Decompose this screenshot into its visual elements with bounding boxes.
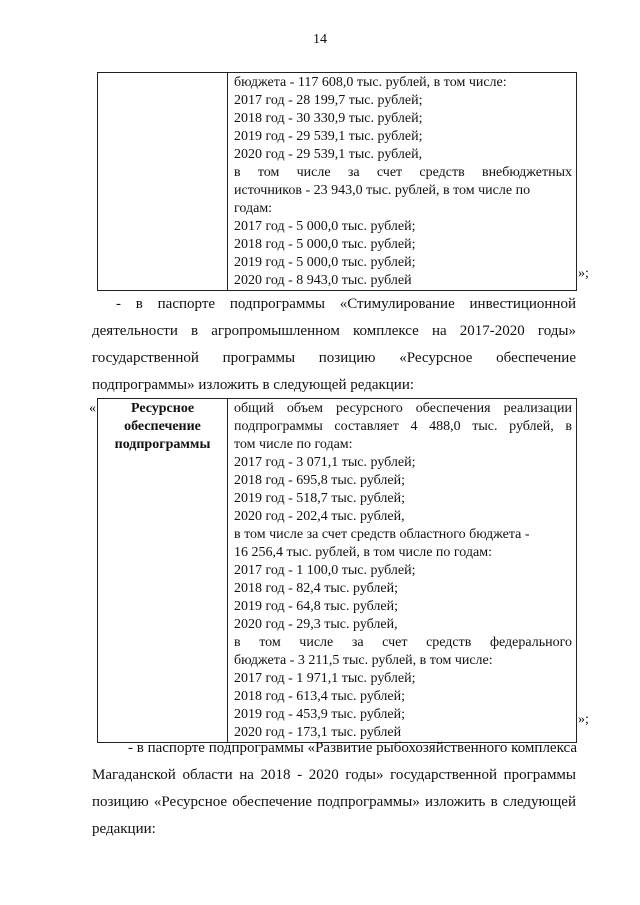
table2-line: 2017 год - 1 971,1 тыс. рублей; xyxy=(234,671,416,686)
table1-line: бюджета - 117 608,0 тыс. рублей, в том числе: xyxy=(234,75,507,90)
table1-line: 2017 год - 5 000,0 тыс. рублей; xyxy=(234,219,416,234)
table2-close-mark: »; xyxy=(578,712,589,727)
table2-line: 2018 год - 82,4 тыс. рублей; xyxy=(234,581,399,596)
table1-line: 2018 год - 30 330,9 тыс. рублей; xyxy=(234,111,423,126)
table2-line: бюджета - 3 211,5 тыс. рублей, в том числе: xyxy=(234,653,493,668)
table2-line: 2018 год - 695,8 тыс. рублей; xyxy=(234,473,406,488)
table2-line: в том числе за счет средств федерального xyxy=(234,635,572,650)
table2-line: 2020 год - 29,3 тыс. рублей, xyxy=(234,617,398,632)
paragraph-line: деятельности в агропромышленном комплексе на 2017-2020 годы» xyxy=(92,323,576,339)
table2-line: в том числе за счет средств областного бюджета - xyxy=(234,527,530,542)
table2-line: том числе по годам: xyxy=(234,437,353,452)
table2-line: 2020 год - 173,1 тыс. рублей xyxy=(234,725,402,740)
table1-line: 2020 год - 29 539,1 тыс. рублей, xyxy=(234,147,423,162)
table1-content-cell xyxy=(228,73,577,291)
table2-heading-line: подпрограммы xyxy=(114,437,211,452)
table2-line: 2017 год - 3 071,1 тыс. рублей; xyxy=(234,455,416,470)
resource-table-1 xyxy=(97,72,577,291)
table1-line: источников - 23 943,0 тыс. рублей, в том числе по xyxy=(234,183,531,198)
table1-line: 2017 год - 28 199,7 тыс. рублей; xyxy=(234,93,423,108)
table2-line: 16 256,4 тыс. рублей, в том числе по годам: xyxy=(234,545,492,560)
table2-line: общий объем ресурсного обеспечения реализации xyxy=(234,401,572,416)
page-number: 14 xyxy=(313,32,327,47)
table1-line: в том числе за счет средств внебюджетных xyxy=(234,165,572,180)
table2-line: 2020 год - 202,4 тыс. рублей, xyxy=(234,509,405,524)
table2-line: 2019 год - 518,7 тыс. рублей; xyxy=(234,491,406,506)
table1-left-cell xyxy=(98,73,228,291)
resource-table-2 xyxy=(97,398,577,743)
table1-line: годам: xyxy=(234,201,273,216)
table2-line: 2019 год - 64,8 тыс. рублей; xyxy=(234,599,399,614)
table1-line: 2019 год - 5 000,0 тыс. рублей; xyxy=(234,255,416,270)
paragraph-line: позицию «Ресурсное обеспечение подпрограммы» изложить в следующей xyxy=(92,794,576,810)
table2-line: 2018 год - 613,4 тыс. рублей; xyxy=(234,689,406,704)
paragraph-line: государственной программы позицию «Ресурсное обеспечение xyxy=(92,350,576,366)
table1-line: 2020 год - 8 943,0 тыс. рублей xyxy=(234,273,412,288)
table2-heading-line: обеспечение xyxy=(124,419,201,434)
table1-close-mark: »; xyxy=(578,266,589,281)
table2-heading-line: Ресурсное xyxy=(130,401,195,416)
table1-line: 2019 год - 29 539,1 тыс. рублей; xyxy=(234,129,423,144)
table2-line: 2019 год - 453,9 тыс. рублей; xyxy=(234,707,406,722)
paragraph-line: - в паспорте подпрограммы «Развитие рыбохозяйственного комплекса xyxy=(128,740,577,756)
table2-heading xyxy=(98,399,227,454)
paragraph-line: редакции: xyxy=(92,821,156,837)
paragraph-line: - в паспорте подпрограммы «Стимулирование инвестиционной xyxy=(116,296,576,312)
table2-line: подпрограммы составляет 4 488,0 тыс. рублей, в xyxy=(234,419,572,434)
table2-open-mark: « xyxy=(89,401,96,416)
table1-line: 2018 год - 5 000,0 тыс. рублей; xyxy=(234,237,416,252)
table2-heading-cell xyxy=(98,399,228,743)
table2-content-cell xyxy=(228,399,577,743)
table2-line: 2017 год - 1 100,0 тыс. рублей; xyxy=(234,563,416,578)
paragraph-line: подпрограммы» изложить в следующей редакции: xyxy=(92,377,415,393)
paragraph-line: Магаданской области на 2018 - 2020 годы» государственной программы xyxy=(92,767,576,783)
